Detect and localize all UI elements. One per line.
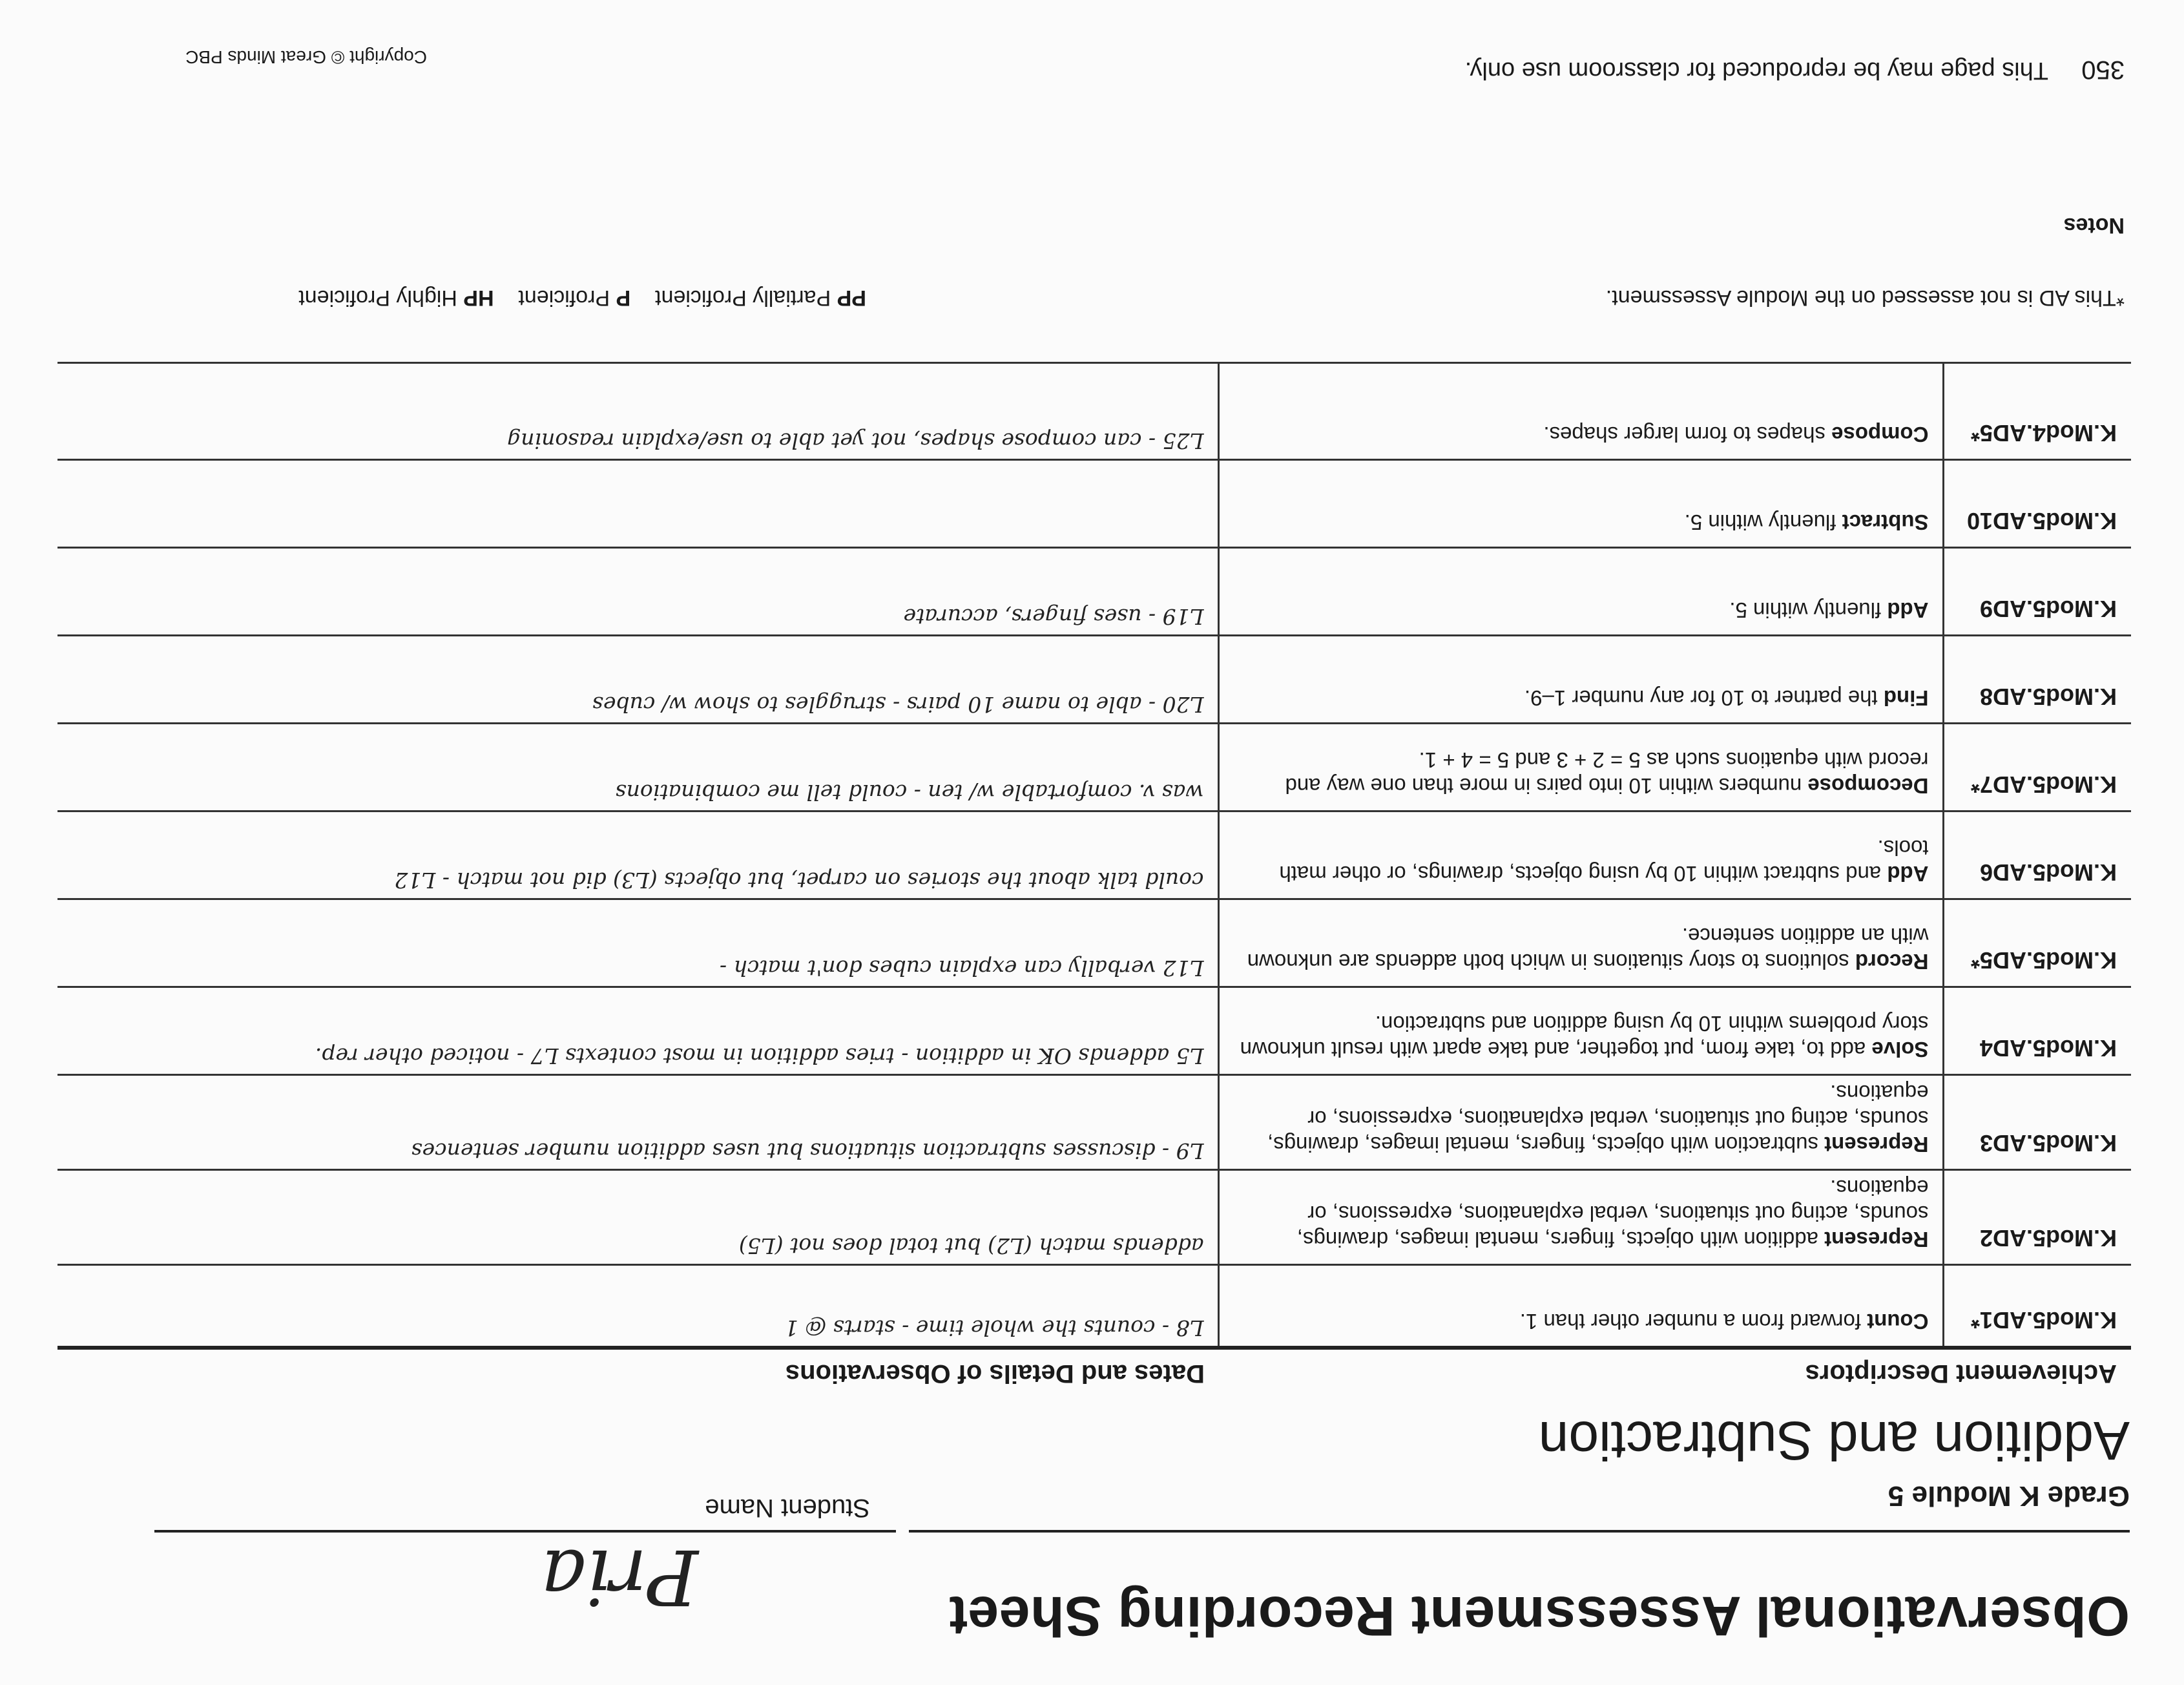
descriptor-code: K.Mod5.AD10 [1944,460,2131,548]
descriptor-body: the partner to 10 for any number 1–9. [1524,686,1884,711]
student-name-label: Student Name [705,1494,870,1522]
descriptor-text [1219,724,1944,811]
legend-label: Partially Proficient [655,286,831,310]
observation-note[interactable]: could talk about the stories on carpet, but objects (L3) did not match - L12 [57,811,1219,899]
column-header-observations: Dates and Details of Observations [57,1348,1219,1388]
descriptor-text [1219,1170,1944,1265]
page-number: 350 [2081,56,2125,84]
module-title: Addition and Subtraction [1538,1410,2130,1471]
copyright-notice: Copyright © Great Minds PBC [185,47,427,67]
descriptor-code: K.Mod5.AD5* [1944,899,2131,987]
reproduce-notice: This page may be reproduced for classroom use only. [1464,57,2048,84]
descriptor-keyword: Represent [1824,1228,1929,1252]
descriptor-keyword: Record [1855,950,1929,974]
notes-label: Notes [2063,213,2125,238]
descriptor-body: shapes to form larger shapes. [1543,423,1832,447]
descriptor-code: K.Mod5.AD9 [1944,548,2131,636]
descriptor-body: subtraction with objects, fingers, mental images, drawings, sounds, acting out situations, verbal explanations, expressions, or equations. [1267,1081,1929,1157]
table-row [57,899,2131,987]
descriptor-keyword: Add [1887,862,1929,886]
proficiency-legend [298,285,866,310]
descriptor-body: and subtract within 10 by using objects, drawings, or other math tools. [1279,836,1929,886]
legend-abbr: P [616,286,631,310]
table-row [57,1075,2131,1170]
table-row [57,460,2131,548]
observation-note[interactable]: L25 - can compose shapes, not yet able to use/explain reasoning [57,363,1219,460]
student-name-handwritten: Pria [541,1533,698,1622]
descriptor-keyword: Find [1883,686,1929,711]
table-row [57,724,2131,811]
observation-note[interactable]: L5 addends OK in addition - tries addition in most contexts L7 - noticed other rep. [57,987,1219,1075]
descriptor-code: K.Mod5.AD2 [1944,1170,2131,1265]
descriptor-keyword: Subtract [1842,510,1929,535]
observation-note[interactable] [57,460,1219,548]
asterisk-note: *This AD is not assessed on the Module Assessment. [1605,286,2125,310]
descriptor-keyword: Add [1887,598,1929,623]
descriptor-keyword: Solve [1871,1038,1929,1062]
descriptor-text [1219,987,1944,1075]
descriptor-code: K.Mod5.AD6 [1944,811,2131,899]
descriptor-code: K.Mod4.AD5* [1944,363,2131,460]
descriptor-code: K.Mod5.AD3 [1944,1075,2131,1170]
column-header-descriptors: Achievement Descriptors [1219,1348,2131,1388]
descriptor-code: K.Mod5.AD7* [1944,724,2131,811]
descriptor-body: forward from a number other than 1. [1519,1310,1867,1334]
descriptor-body: solutions to story situations in which both addends are unknown with an addition sentence. [1247,924,1929,974]
observation-note[interactable]: was v. comfortable w/ ten - could tell me combinations [57,724,1219,811]
legend-abbr: HP [463,286,494,310]
descriptor-body: fluently within 5. [1684,510,1842,535]
descriptor-text [1219,811,1944,899]
observation-note[interactable]: L19 - uses fingers, accurate [57,548,1219,636]
legend-label: Proficient [518,286,610,310]
descriptor-text [1219,1075,1944,1170]
descriptor-text [1219,899,1944,987]
descriptor-keyword: Count [1867,1310,1929,1334]
table-row [57,548,2131,636]
descriptor-keyword: Represent [1824,1133,1929,1157]
table-row [57,987,2131,1075]
descriptor-code: K.Mod5.AD8 [1944,636,2131,724]
descriptor-code: K.Mod5.AD4 [1944,987,2131,1075]
table-row [57,1170,2131,1265]
descriptor-keyword: Decompose [1807,774,1929,799]
descriptor-text [1219,1265,1944,1348]
descriptor-body: addition with objects, fingers, mental images, drawings, sounds, acting out situations, verbal explanations, expressions, or equations. [1296,1176,1929,1252]
grade-module-label: Grade K Module 5 [1888,1480,2130,1512]
descriptor-body: fluently within 5. [1729,598,1888,623]
descriptor-text [1219,363,1944,460]
descriptor-text [1219,636,1944,724]
student-name-line [154,1530,896,1533]
page-title: Observational Assessment Recording Sheet [948,1585,2130,1647]
descriptor-text [1219,548,1944,636]
descriptor-keyword: Compose [1831,423,1929,447]
achievement-descriptors-table [57,362,2131,1388]
observation-note[interactable]: L9 - discusses subtraction situations but uses addition number sentences [57,1075,1219,1170]
legend-abbr: PP [837,286,866,310]
title-rule [909,1530,2130,1533]
observation-note[interactable]: L12 verbally can explain cubes don't match - [57,899,1219,987]
observation-note[interactable]: addends match (L2) but total does not (L5) [57,1170,1219,1265]
table-row [57,636,2131,724]
descriptor-code: K.Mod5.AD1* [1944,1265,2131,1348]
observation-note[interactable]: L20 - able to name 10 pairs - struggles to show w/ cubes [57,636,1219,724]
table-row [57,363,2131,460]
descriptor-body: add to, take from, put together, and take apart with result unknown story problems within 10 by using addition and subtraction. [1240,1012,1929,1062]
observation-note[interactable]: L8 - counts the whole time - starts @ 1 [57,1265,1219,1348]
legend-label: Highly Proficient [298,286,457,310]
table-row [57,811,2131,899]
table-row [57,1265,2131,1348]
descriptor-text [1219,460,1944,548]
descriptor-body: numbers within 10 into pairs in more than one way and record with equations such as 5 = 2 + 3 and 5 = 4 + 1. [1285,748,1929,799]
